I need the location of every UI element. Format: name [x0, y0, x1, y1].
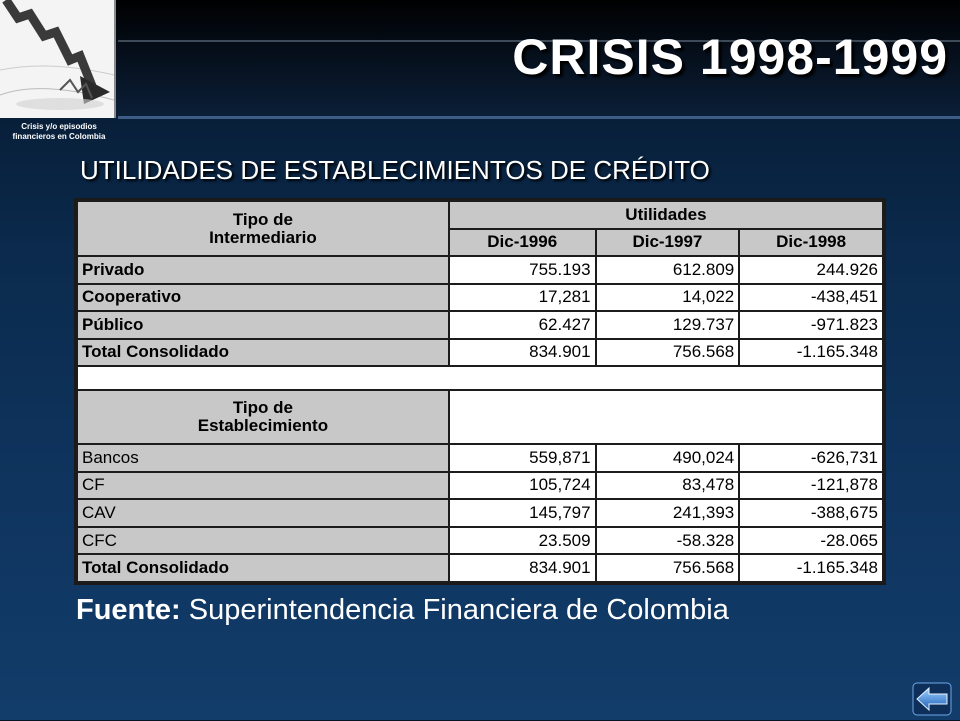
row-label: Cooperativo	[77, 284, 449, 312]
back-arrow-icon	[912, 682, 952, 716]
cell-value: 241,393	[596, 499, 740, 527]
header-line2: Establecimiento	[197, 416, 329, 436]
cell-value: 62.427	[449, 311, 596, 339]
cell-value: 834.901	[449, 339, 596, 367]
cell-value: 145,797	[449, 499, 596, 527]
column-header: Dic-1997	[596, 229, 740, 257]
row-label: CF	[77, 472, 449, 500]
logo-caption	[0, 122, 118, 142]
header-line1: Tipo de	[232, 398, 293, 418]
source-label: Fuente:	[76, 594, 181, 626]
row-label: CAV	[77, 499, 449, 527]
header-line1: Tipo de	[232, 209, 293, 229]
slide-subtitle: UTILIDADES DE ESTABLECIMIENTOS DE CRÉDITO	[80, 155, 710, 185]
source-text: Superintendencia Financiera de Colombia	[188, 594, 729, 626]
back-button[interactable]	[912, 682, 952, 716]
table-row	[77, 444, 883, 472]
cell-value: 83,478	[596, 472, 740, 500]
cell-value: -1.165.348	[739, 554, 883, 582]
header-utilidades: Utilidades	[449, 201, 883, 229]
cell-value: 756.568	[596, 554, 740, 582]
cell-value: -438,451	[739, 284, 883, 312]
cell-value: -971.823	[739, 311, 883, 339]
row-label: Bancos	[77, 444, 449, 472]
table-row	[77, 499, 883, 527]
header-tipo-establecimiento	[77, 390, 449, 444]
table-section2-header-row	[77, 390, 883, 444]
slide-title: CRISIS 1998-1999	[512, 29, 948, 85]
row-label: CFC	[77, 527, 449, 555]
row-label: Privado	[77, 256, 449, 284]
table-row	[77, 256, 883, 284]
cell-value: 244.926	[739, 256, 883, 284]
table-row	[77, 339, 883, 367]
row-label: Total Consolidado	[77, 339, 449, 367]
table-row	[77, 311, 883, 339]
cell-value: 23.509	[449, 527, 596, 555]
profits-table	[76, 200, 884, 583]
cell-value: -388,675	[739, 499, 883, 527]
cell-value: 612.809	[596, 256, 740, 284]
cell-value: 14,022	[596, 284, 740, 312]
header-empty-cell	[449, 390, 883, 444]
cell-value: -121,878	[739, 472, 883, 500]
cell-value: -28.065	[739, 527, 883, 555]
cell-value: -1.165.348	[739, 339, 883, 367]
row-label: Público	[77, 311, 449, 339]
table-row	[77, 472, 883, 500]
spacer-cell	[77, 366, 883, 390]
cell-value: 755.193	[449, 256, 596, 284]
column-header: Dic-1996	[449, 229, 596, 257]
column-header: Dic-1998	[739, 229, 883, 257]
falling-arrow-icon	[0, 0, 114, 118]
table-row	[77, 527, 883, 555]
title-bottom-rule	[118, 116, 960, 119]
cell-value: 834.901	[449, 554, 596, 582]
header-tipo-intermediario	[77, 201, 449, 256]
cell-value: 105,724	[449, 472, 596, 500]
header-line2: Intermediario	[209, 227, 317, 247]
table-row	[77, 554, 883, 582]
cell-value: 490,024	[596, 444, 740, 472]
cell-value: 17,281	[449, 284, 596, 312]
row-label: Total Consolidado	[77, 554, 449, 582]
cell-value: -58.328	[596, 527, 740, 555]
table-row	[77, 284, 883, 312]
table-header-row	[77, 201, 883, 229]
cell-value: 129.737	[596, 311, 740, 339]
logo-caption-line2: financieros en Colombia	[12, 132, 106, 141]
source-citation	[76, 594, 729, 627]
cell-value: 756.568	[596, 339, 740, 367]
crisis-chart-logo	[0, 0, 116, 118]
profits-table-container	[74, 198, 886, 585]
table-spacer-row	[77, 366, 883, 390]
cell-value: -626,731	[739, 444, 883, 472]
logo-caption-line1: Crisis y/o episodios	[21, 122, 97, 131]
cell-value: 559,871	[449, 444, 596, 472]
